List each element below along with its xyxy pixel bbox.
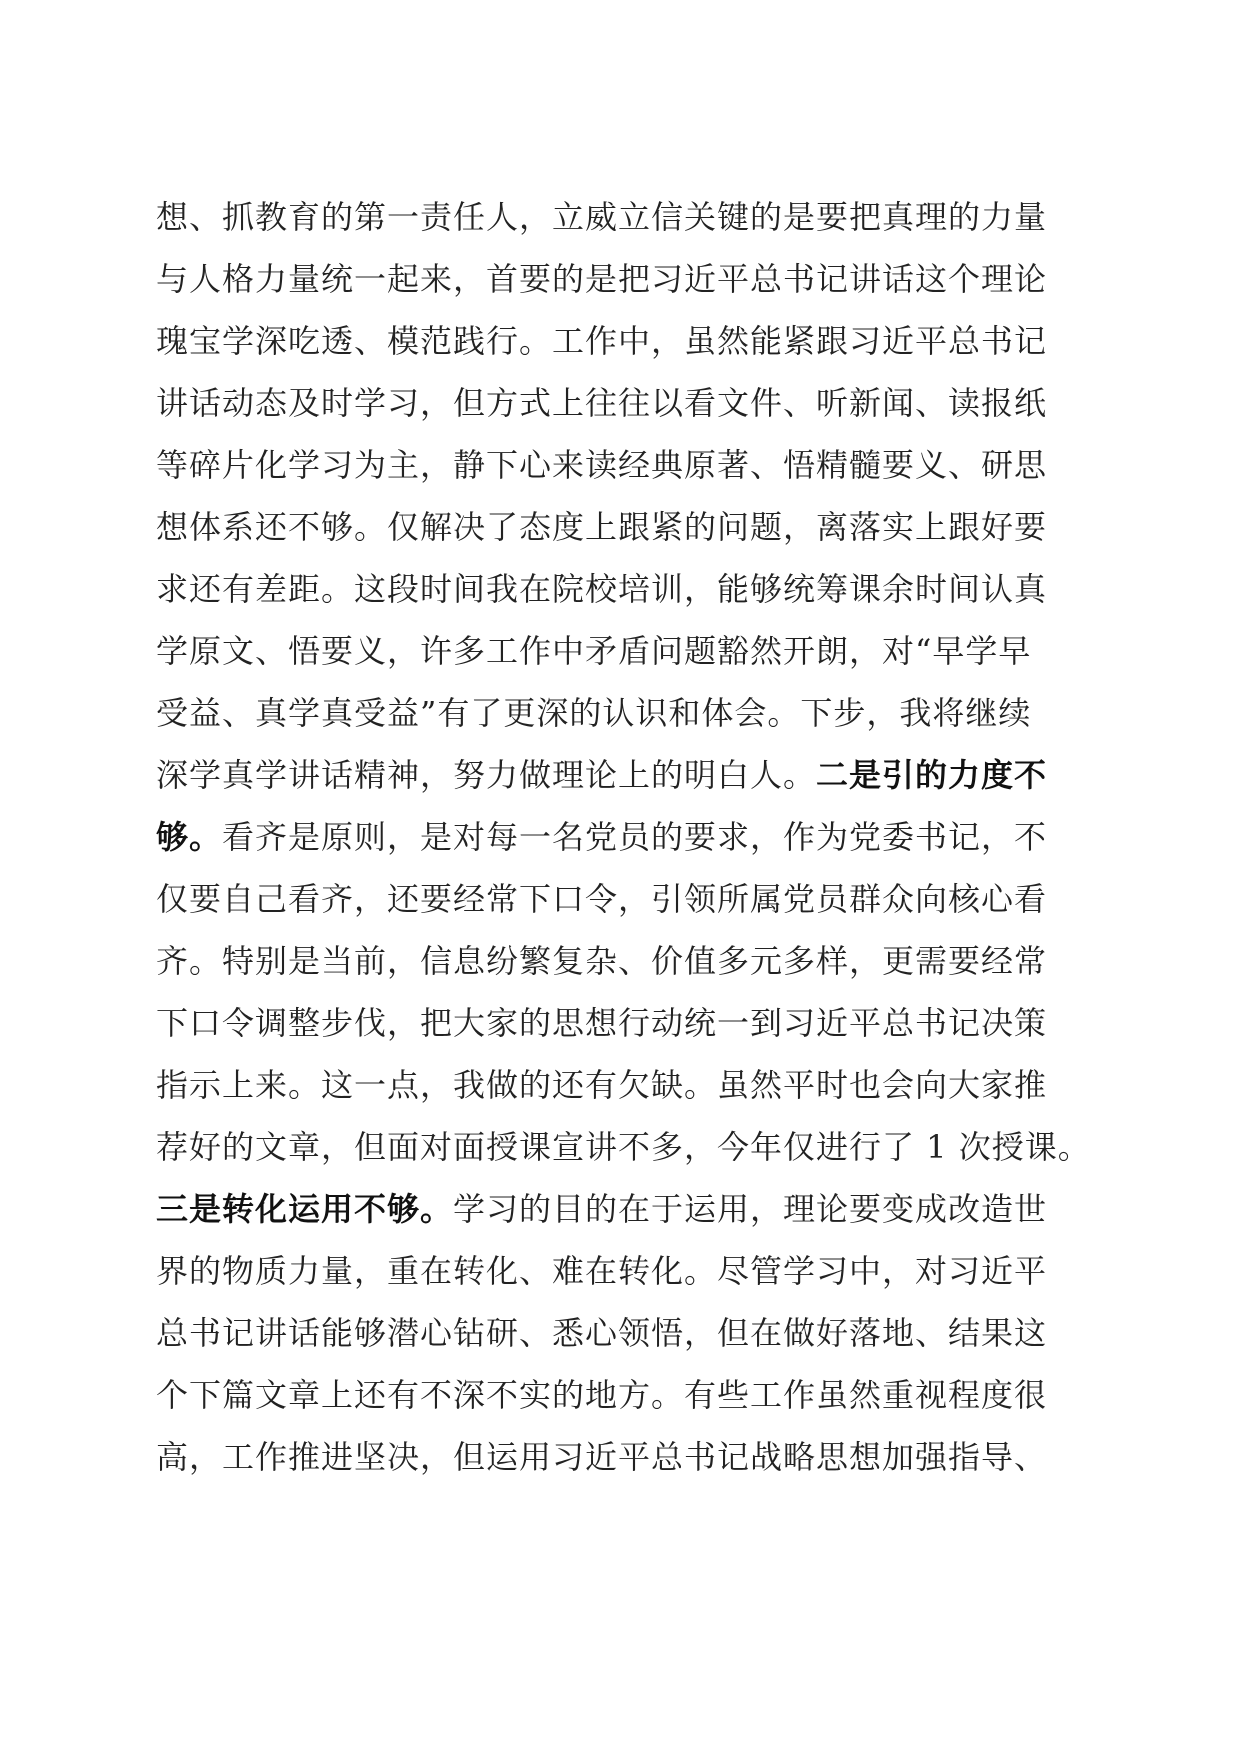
paragraph-text: 看齐是原则，是对每一名党员的要求，作为党委书记，不 <box>222 818 1048 856</box>
text-line <box>156 558 1056 620</box>
text-line <box>156 186 1056 248</box>
text-line <box>156 1364 1056 1426</box>
text-line <box>156 1426 1056 1488</box>
text-line <box>156 744 1056 806</box>
paragraph-text: 齐。特别是当前，信息纷繁复杂、价值多元多样，更需要经常 <box>156 942 1048 980</box>
paragraph-text: 想体系还不够。仅解决了态度上跟紧的问题，离落实上跟好要 <box>156 508 1048 546</box>
paragraph-text: 受益、真学真受益”有了更深的认识和体会。下步，我将继续 <box>156 694 1032 732</box>
paragraph-text: 指示上来。这一点，我做的还有欠缺。虽然平时也会向大家推 <box>156 1066 1048 1104</box>
paragraph-text: 个下篇文章上还有不深不实的地方。有些工作虽然重视程度很 <box>156 1376 1048 1414</box>
text-line <box>156 806 1056 868</box>
bold-heading-text: 够。 <box>156 818 223 856</box>
paragraph-text: 瑰宝学深吃透、模范践行。工作中，虽然能紧跟习近平总书记 <box>156 322 1048 360</box>
text-line <box>156 930 1056 992</box>
text-line <box>156 310 1056 372</box>
text-line <box>156 434 1056 496</box>
text-line <box>156 1054 1056 1116</box>
paragraph-text: 想、抓教育的第一责任人，立威立信关键的是要把真理的力量 <box>156 198 1048 236</box>
text-line <box>156 682 1056 744</box>
text-line <box>156 1178 1056 1240</box>
text-line <box>156 372 1056 434</box>
text-line <box>156 1116 1091 1178</box>
paragraph-text: 等碎片化学习为主，静下心来读经典原著、悟精髓要义、研思 <box>156 446 1048 484</box>
bold-heading-text: 三是转化运用不够。 <box>156 1190 454 1228</box>
text-line <box>156 1302 1056 1364</box>
text-line <box>156 248 1056 310</box>
paragraph-text: 荐好的文章，但面对面授课宣讲不多，今年仅进行了 1 次授课。 <box>156 1128 1091 1166</box>
paragraph-text: 总书记讲话能够潜心钻研、悉心领悟，但在做好落地、结果这 <box>156 1314 1048 1352</box>
text-line <box>156 620 1056 682</box>
paragraph-text: 高，工作推进坚决，但运用习近平总书记战略思想加强指导、 <box>156 1438 1048 1476</box>
text-line <box>156 496 1056 558</box>
body-text <box>156 186 1091 1488</box>
text-line <box>156 868 1056 930</box>
paragraph-text: 界的物质力量，重在转化、难在转化。尽管学习中，对习近平 <box>156 1252 1048 1290</box>
text-line <box>156 992 1056 1054</box>
paragraph-text: 求还有差距。这段时间我在院校培训，能够统筹课余时间认真 <box>156 570 1048 608</box>
paragraph-text: 下口令调整步伐，把大家的思想行动统一到习近平总书记决策 <box>156 1004 1048 1042</box>
paragraph-text: 学习的目的在于运用，理论要变成改造世 <box>453 1190 1048 1228</box>
paragraph-text: 与人格力量统一起来，首要的是把习近平总书记讲话这个理论 <box>156 260 1048 298</box>
paragraph-text: 深学真学讲话精神，努力做理论上的明白人。 <box>156 756 817 794</box>
bold-heading-text: 二是引的力度不 <box>816 756 1048 794</box>
text-line <box>156 1240 1056 1302</box>
paragraph-text: 讲话动态及时学习，但方式上往往以看文件、听新闻、读报纸 <box>156 384 1048 422</box>
paragraph-text: 学原文、悟要义，许多工作中矛盾问题豁然开朗，对“早学早 <box>156 632 1032 670</box>
paragraph-text: 仅要自己看齐，还要经常下口令，引领所属党员群众向核心看 <box>156 880 1048 918</box>
